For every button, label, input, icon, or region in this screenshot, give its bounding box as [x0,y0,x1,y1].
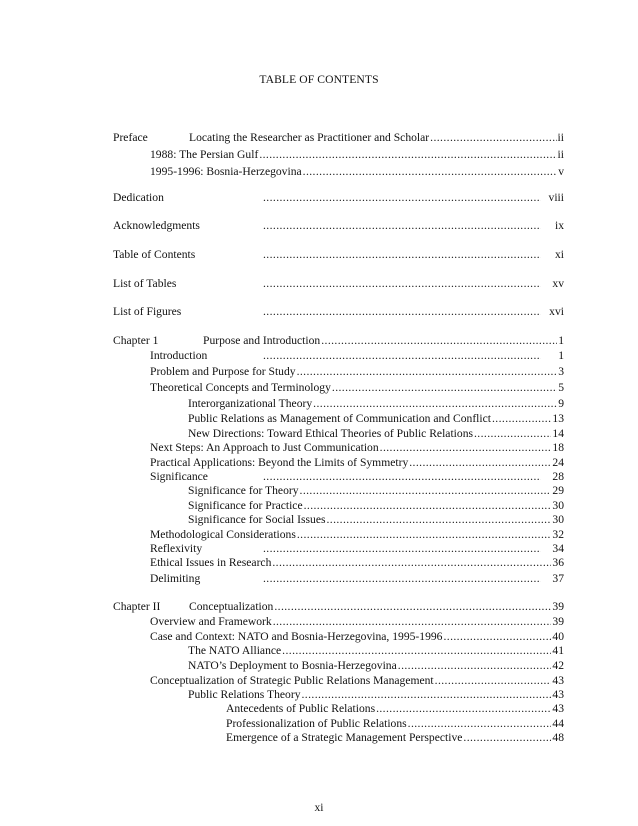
toc-leader-dots [274,600,551,613]
toc-entry-page: 37 [552,572,564,585]
toc-entry [150,381,564,396]
toc-entry-page: xv [552,277,564,290]
toc-entry-title: Theoretical Concepts and Terminology [150,381,331,394]
toc-entry-title: List of Figures [113,305,182,318]
toc-entry-title: Public Relations as Management of Communication and Conflict [188,412,491,425]
toc-entry [226,731,564,746]
toc-leader-dots [380,441,552,454]
toc-leader-dots [474,427,551,440]
toc-entry-title: Significance for Theory [188,484,299,497]
toc-leader-dots [313,397,557,410]
toc-entry [226,717,564,732]
toc-entry-title: List of Tables [113,277,177,290]
toc-entry-prefix: Chapter 1 [113,334,159,347]
toc-entry-page: 39 [552,615,564,628]
toc-entry-page: 5 [558,381,564,394]
toc-leader-dots [463,731,551,744]
toc-leader-dots [282,644,551,657]
toc-entry-title: 1988: The Persian Gulf [150,148,259,161]
toc-entry-title: Table of Contents [113,248,196,261]
toc-entry-page: 34 [552,542,564,555]
toc-entry [188,644,564,659]
toc-entry-title: The NATO Alliance [188,644,282,657]
toc-leader-dots [263,349,541,362]
toc-leader-dots [263,248,541,261]
toc-entry [113,305,564,320]
toc-entry [150,456,564,471]
toc-leader-dots [263,191,541,204]
toc-entry [150,674,564,689]
toc-entry-title: Emergence of a Strategic Management Perspective [226,731,463,744]
toc-entry-title: Conceptualization of Strategic Public Relations Management [150,674,434,687]
toc-leader-dots [303,165,558,178]
toc-leader-dots [409,456,551,469]
toc-entry-page: ix [554,219,564,232]
toc-entry-title: Significance [150,470,208,483]
toc-entry [188,659,564,674]
toc-entry [150,528,564,543]
toc-entry [188,412,564,427]
toc-entry-page: 13 [552,412,564,425]
toc-entry-title: New Directions: Toward Ethical Theories of Public Relations [188,427,473,440]
toc-entry-page: 3 [558,365,564,378]
toc-leader-dots [263,542,541,555]
toc-entry [188,499,564,514]
toc-entry-title: Public Relations Theory [188,688,301,701]
toc-entry [150,365,564,380]
toc-entry-title: Professionalization of Public Relations [226,717,407,730]
page-title: TABLE OF CONTENTS [259,73,379,86]
toc-entry-title: Introduction [150,349,208,362]
toc-entry-page: 43 [552,674,564,687]
toc-entry-prefix: Preface [113,131,148,144]
toc-leader-dots [443,630,551,643]
toc-entry-title: Antecedents of Public Relations [226,702,376,715]
toc-entry-page: 41 [552,644,564,657]
toc-entry [113,219,564,234]
toc-entry-title: Practical Applications: Beyond the Limits of Symmetry [150,456,409,469]
toc-leader-dots [263,470,541,483]
toc-entry [150,630,564,645]
toc-leader-dots [297,528,552,541]
toc-leader-dots [398,659,552,672]
toc-entry-page: 40 [552,630,564,643]
toc-leader-dots [302,688,552,701]
toc-entry [226,702,564,717]
toc-entry [150,572,564,587]
page-number-footer: xi [314,801,324,814]
toc-entry-title: Next Steps: An Approach to Just Communication [150,441,379,454]
toc-entry [150,556,564,571]
toc-entry-page: xvi [549,305,564,318]
toc-leader-dots [263,277,541,290]
toc-entry-page: 28 [552,470,564,483]
toc-entry-page: 24 [552,456,564,469]
toc-entry-page: 30 [552,499,564,512]
toc-leader-dots [300,484,552,497]
toc-entry-page: 1 [558,349,564,362]
toc-leader-dots [259,148,556,161]
toc-entry-prefix: Chapter II [113,600,161,613]
toc-entry-page: 9 [558,397,564,410]
toc-entry-page: 43 [552,688,564,701]
toc-entry [188,397,564,412]
toc-leader-dots [321,334,557,347]
toc-entry-title: Problem and Purpose for Study [150,365,296,378]
toc-entry [150,148,564,163]
toc-entry-page: 42 [552,659,564,672]
toc-entry-title: Case and Context: NATO and Bosnia-Herzegovina, 1995-1996 [150,630,443,643]
toc-entry [188,484,564,499]
toc-leader-dots [376,702,551,715]
toc-entry [113,248,564,263]
toc-entry-page: ii [557,148,564,161]
toc-entry-page: 48 [552,731,564,744]
toc-entry-page: 36 [552,556,564,569]
toc-entry-title: Methodological Considerations [150,528,296,541]
toc-entry [150,441,564,456]
toc-leader-dots [272,556,551,569]
toc-entry-title: Delimiting [150,572,201,585]
toc-entry-title: 1995-1996: Bosnia-Herzegovina [150,165,302,178]
toc-leader-dots [492,412,551,425]
toc-entry-title: Significance for Social Issues [188,513,326,526]
toc-entry [150,349,564,364]
toc-entry-title: Conceptualization [189,600,274,613]
toc-entry-page: xi [554,248,564,261]
toc-entry-page: 1 [558,334,564,347]
toc-leader-dots [430,131,556,144]
toc-leader-dots [408,717,552,730]
toc-entry [188,513,564,528]
toc-entry-title: Significance for Practice [188,499,303,512]
toc-entry [113,191,564,206]
toc-entry [113,131,564,146]
toc-entry [150,470,564,485]
toc-leader-dots [273,615,552,628]
toc-entry [150,615,564,630]
toc-entry [150,165,564,180]
toc-entry-page: 43 [552,702,564,715]
toc-entry-title: Locating the Researcher as Practitioner and Scholar [189,131,430,144]
toc-entry-page: ii [557,131,564,144]
toc-entry [188,427,564,442]
toc-entry-title: Dedication [113,191,164,204]
toc-leader-dots [326,513,551,526]
toc-entry [150,542,564,557]
toc-entry [113,600,564,615]
toc-entry-page: 44 [552,717,564,730]
toc-entry-page: 29 [552,484,564,497]
toc-entry-page: 32 [552,528,564,541]
toc-entry [188,688,564,703]
toc-leader-dots [435,674,552,687]
toc-entry-title: Purpose and Introduction [203,334,321,347]
toc-entry [113,277,564,292]
toc-leader-dots [263,305,541,318]
toc-entry-title: Interorganizational Theory [188,397,313,410]
toc-entry-title: NATO’s Deployment to Bosnia-Herzegovina [188,659,397,672]
toc-leader-dots [332,381,557,394]
toc-entry-title: Ethical Issues in Research [150,556,272,569]
toc-entry-page: 14 [552,427,564,440]
toc-entry-title: Overview and Framework [150,615,272,628]
toc-entry-page: 30 [552,513,564,526]
toc-entry-page: viii [548,191,564,204]
toc-leader-dots [263,219,541,232]
toc-entry [113,334,564,349]
toc-leader-dots [263,572,541,585]
toc-entry-page: v [558,165,564,178]
toc-entry-page: 18 [552,441,564,454]
toc-entry-page: 39 [552,600,564,613]
toc-leader-dots [297,365,558,378]
toc-entry-title: Reflexivity [150,542,203,555]
toc-leader-dots [304,499,552,512]
toc-entry-title: Acknowledgments [113,219,200,232]
